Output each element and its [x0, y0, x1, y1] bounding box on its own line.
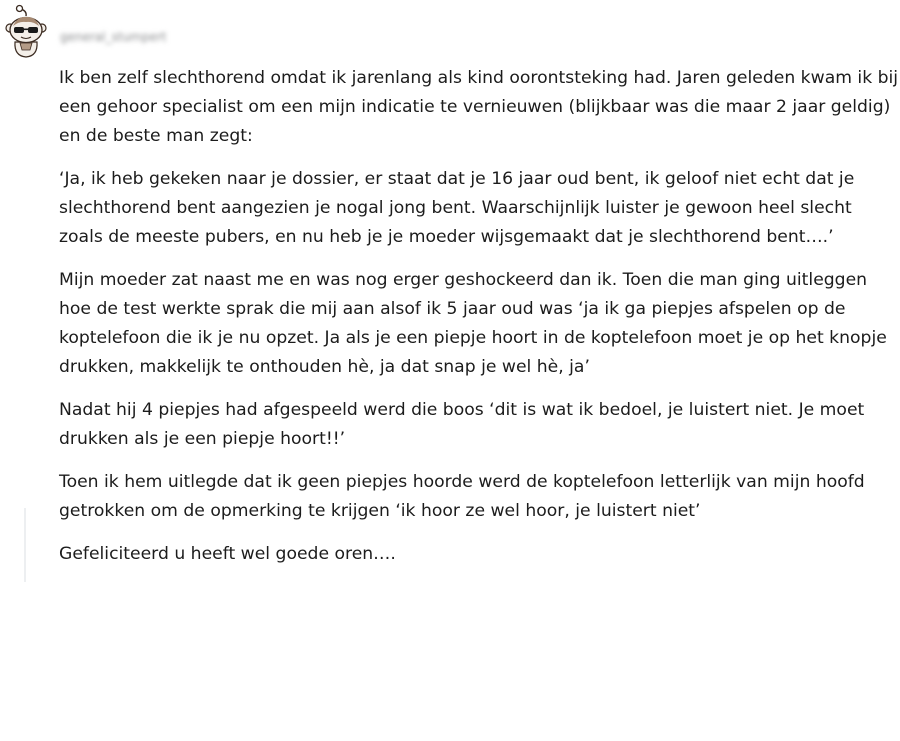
- comment-paragraph: Ik ben zelf slechthorend omdat ik jarenlang als kind oorontsteking had. Jaren geleden kwam ik bij een gehoor specialist om een mijn indicatie te vernieuwen (blijkbaar was die maar 2 jaar geldig) en de beste man zegt:: [59, 68, 899, 146]
- thread-line[interactable]: [24, 508, 26, 582]
- snoo-avatar-icon[interactable]: [4, 2, 48, 58]
- comment-paragraph: Toen ik hem uitlegde dat ik geen piepjes hoorde werd de koptelefoon letterlijk van mijn hoofd getrokken om de opmerking te krijgen ‘ik hoor ze wel hoor, je luistert niet’: [59, 472, 865, 521]
- comment-paragraph: Nadat hij 4 piepjes had afgespeeld werd die boos ‘dit is wat ik bedoel, je luistert niet. Je moet drukken als je een piepje hoort!!’: [59, 400, 865, 449]
- comment-author-username[interactable]: general_stumpert: [60, 30, 167, 44]
- comment-paragraph: Gefeliciteerd u heeft wel goede oren….: [59, 544, 396, 564]
- comment-paragraph: ‘Ja, ik heb gekeken naar je dossier, er staat dat je 16 jaar oud bent, ik geloof niet echt dat je slechthorend bent aangezien je nogal jong bent. Waarschijnlijk luister je gewoon heel slecht zoals de meeste pubers, en nu heb je je moeder wijsgemaakt dat je slechthorend bent….’: [59, 169, 855, 247]
- comment-body: [59, 64, 899, 569]
- comment-paragraph: Mijn moeder zat naast me en was nog erger geshockeerd dan ik. Toen die man ging uitleggen hoe de test werkte sprak die mij aan alsof ik 5 jaar oud was ‘ja ik ga piepjes afspelen op de koptelefoon die ik je nu opzet. Ja als je een piepje hoort in de koptelefoon moet je op het knopje drukken, makkelijk te onthouden hè, ja dat snap je wel hè, ja’: [59, 270, 887, 377]
